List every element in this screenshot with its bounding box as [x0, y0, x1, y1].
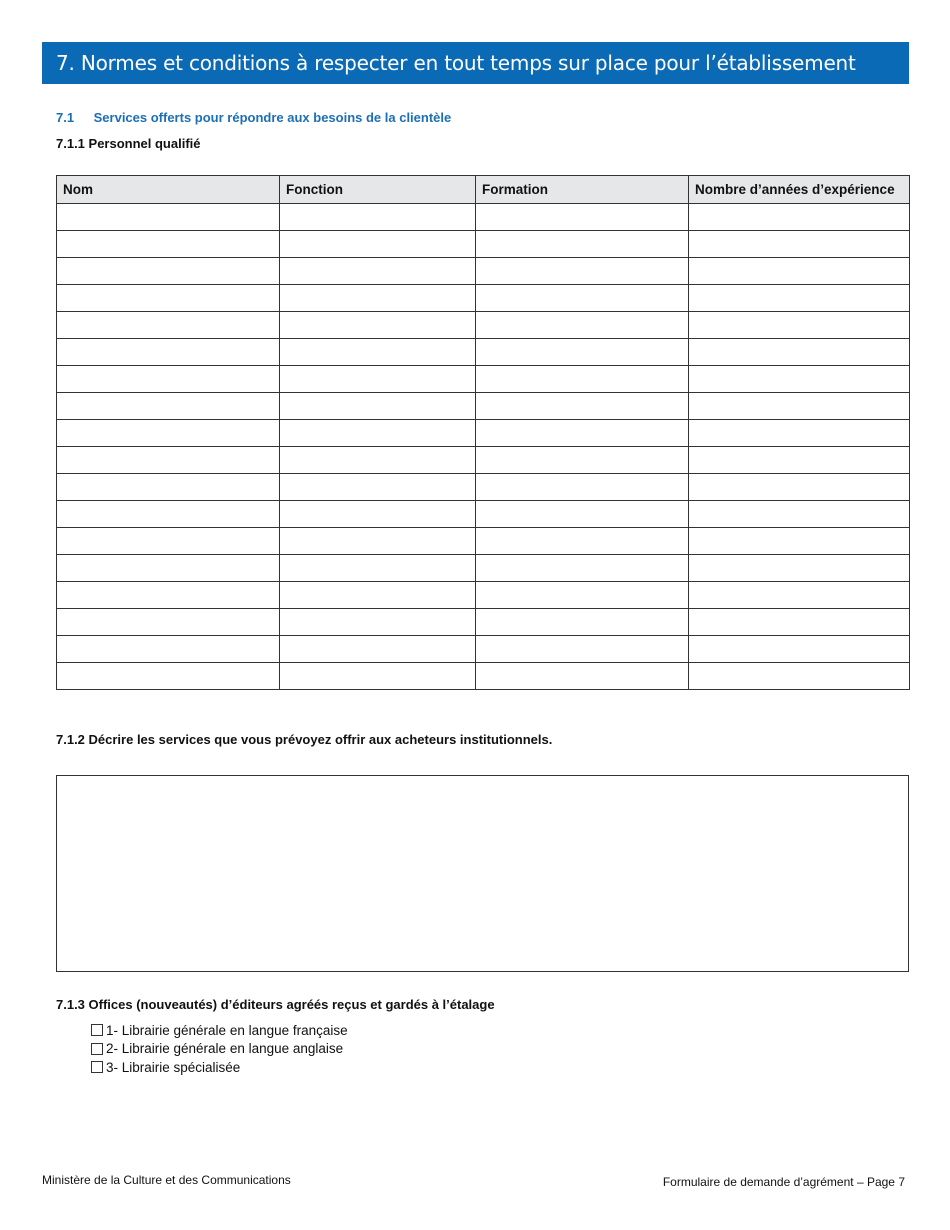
cell-experience[interactable]	[689, 555, 910, 582]
table-row	[57, 258, 910, 285]
qualified-staff-table	[56, 175, 910, 690]
cell-fonction[interactable]	[280, 609, 476, 636]
checkbox[interactable]	[91, 1043, 103, 1055]
option-librairie-specialisee[interactable]	[91, 1058, 348, 1077]
cell-nom[interactable]	[57, 636, 280, 663]
bookstore-type-options	[91, 1021, 348, 1077]
cell-fonction[interactable]	[280, 528, 476, 555]
cell-fonction[interactable]	[280, 258, 476, 285]
table-row	[57, 339, 910, 366]
cell-nom[interactable]	[57, 258, 280, 285]
cell-fonction[interactable]	[280, 501, 476, 528]
cell-experience[interactable]	[689, 528, 910, 555]
cell-nom[interactable]	[57, 312, 280, 339]
cell-experience[interactable]	[689, 258, 910, 285]
cell-nom[interactable]	[57, 528, 280, 555]
cell-formation[interactable]	[476, 528, 689, 555]
cell-experience[interactable]	[689, 312, 910, 339]
cell-fonction[interactable]	[280, 204, 476, 231]
cell-nom[interactable]	[57, 582, 280, 609]
cell-nom[interactable]	[57, 501, 280, 528]
checkbox[interactable]	[91, 1061, 103, 1073]
table-row	[57, 204, 910, 231]
table-row	[57, 393, 910, 420]
table-row	[57, 366, 910, 393]
cell-formation[interactable]	[476, 447, 689, 474]
cell-nom[interactable]	[57, 474, 280, 501]
cell-fonction[interactable]	[280, 555, 476, 582]
cell-experience[interactable]	[689, 663, 910, 690]
cell-formation[interactable]	[476, 393, 689, 420]
cell-formation[interactable]	[476, 501, 689, 528]
cell-formation[interactable]	[476, 339, 689, 366]
table-row	[57, 420, 910, 447]
subsection-number: 7.1	[56, 110, 75, 125]
cell-nom[interactable]	[57, 366, 280, 393]
cell-nom[interactable]	[57, 204, 280, 231]
cell-experience[interactable]	[689, 501, 910, 528]
table-header-row	[57, 176, 910, 204]
cell-fonction[interactable]	[280, 420, 476, 447]
cell-formation[interactable]	[476, 312, 689, 339]
cell-nom[interactable]	[57, 339, 280, 366]
cell-experience[interactable]	[689, 285, 910, 312]
column-header-formation: Formation	[476, 176, 689, 204]
cell-experience[interactable]	[689, 636, 910, 663]
cell-fonction[interactable]	[280, 231, 476, 258]
cell-nom[interactable]	[57, 663, 280, 690]
cell-experience[interactable]	[689, 204, 910, 231]
cell-nom[interactable]	[57, 555, 280, 582]
cell-nom[interactable]	[57, 231, 280, 258]
table-row	[57, 609, 910, 636]
cell-formation[interactable]	[476, 609, 689, 636]
option-librairie-francaise[interactable]	[91, 1021, 348, 1040]
table-row	[57, 501, 910, 528]
cell-fonction[interactable]	[280, 366, 476, 393]
cell-experience[interactable]	[689, 393, 910, 420]
cell-nom[interactable]	[57, 447, 280, 474]
cell-fonction[interactable]	[280, 285, 476, 312]
heading-7-1-3: 7.1.3 Offices (nouveautés) d’éditeurs agréés reçus et gardés à l’étalage	[56, 997, 495, 1012]
cell-formation[interactable]	[476, 204, 689, 231]
footer-page-info: Formulaire de demande d’agrément – Page 7	[662, 1175, 905, 1189]
column-header-experience: Nombre d’années d’expérience	[689, 176, 910, 204]
cell-fonction[interactable]	[280, 339, 476, 366]
cell-experience[interactable]	[689, 366, 910, 393]
cell-fonction[interactable]	[280, 447, 476, 474]
cell-experience[interactable]	[689, 609, 910, 636]
cell-fonction[interactable]	[280, 663, 476, 690]
cell-nom[interactable]	[57, 393, 280, 420]
cell-experience[interactable]	[689, 339, 910, 366]
cell-nom[interactable]	[57, 609, 280, 636]
column-header-fonction: Fonction	[280, 176, 476, 204]
subsection-heading-7-1	[56, 110, 451, 125]
option-librairie-anglaise[interactable]	[91, 1040, 348, 1059]
cell-formation[interactable]	[476, 663, 689, 690]
option-label: 2- Librairie générale en langue anglaise	[106, 1041, 344, 1057]
table-row	[57, 231, 910, 258]
table-row	[57, 555, 910, 582]
section-banner	[42, 42, 909, 84]
cell-experience[interactable]	[689, 231, 910, 258]
cell-fonction[interactable]	[280, 312, 476, 339]
cell-experience[interactable]	[689, 474, 910, 501]
cell-formation[interactable]	[476, 420, 689, 447]
cell-fonction[interactable]	[280, 636, 476, 663]
table-row	[57, 447, 910, 474]
cell-formation[interactable]	[476, 366, 689, 393]
cell-fonction[interactable]	[280, 474, 476, 501]
option-label: 1- Librairie générale en langue française	[106, 1022, 348, 1038]
cell-formation[interactable]	[476, 636, 689, 663]
cell-experience[interactable]	[689, 420, 910, 447]
table-row	[57, 636, 910, 663]
cell-nom[interactable]	[57, 285, 280, 312]
cell-formation[interactable]	[476, 231, 689, 258]
section-title: 7. Normes et conditions à respecter en tout temps sur place pour l’établissement	[56, 51, 856, 75]
table-row	[57, 528, 910, 555]
checkbox[interactable]	[91, 1024, 103, 1036]
footer-ministry: Ministère de la Culture et des Communications	[42, 1173, 291, 1187]
table-row	[57, 285, 910, 312]
cell-formation[interactable]	[476, 258, 689, 285]
cell-experience[interactable]	[689, 582, 910, 609]
cell-formation[interactable]	[476, 285, 689, 312]
cell-fonction[interactable]	[280, 393, 476, 420]
table-row	[57, 474, 910, 501]
heading-7-1-1: 7.1.1 Personnel qualifié	[56, 136, 201, 151]
cell-formation[interactable]	[476, 582, 689, 609]
cell-fonction[interactable]	[280, 582, 476, 609]
cell-formation[interactable]	[476, 474, 689, 501]
heading-7-1-2: 7.1.2 Décrire les services que vous prévoyez offrir aux acheteurs institutionnels.	[56, 732, 553, 747]
column-header-nom: Nom	[57, 176, 280, 204]
cell-formation[interactable]	[476, 555, 689, 582]
table-row	[57, 582, 910, 609]
services-description-field[interactable]	[56, 775, 909, 972]
subsection-title: Services offerts pour répondre aux besoins de la clientèle	[93, 110, 452, 125]
table-row	[57, 663, 910, 690]
option-label: 3- Librairie spécialisée	[106, 1059, 241, 1075]
cell-experience[interactable]	[689, 447, 910, 474]
cell-nom[interactable]	[57, 420, 280, 447]
table-row	[57, 312, 910, 339]
